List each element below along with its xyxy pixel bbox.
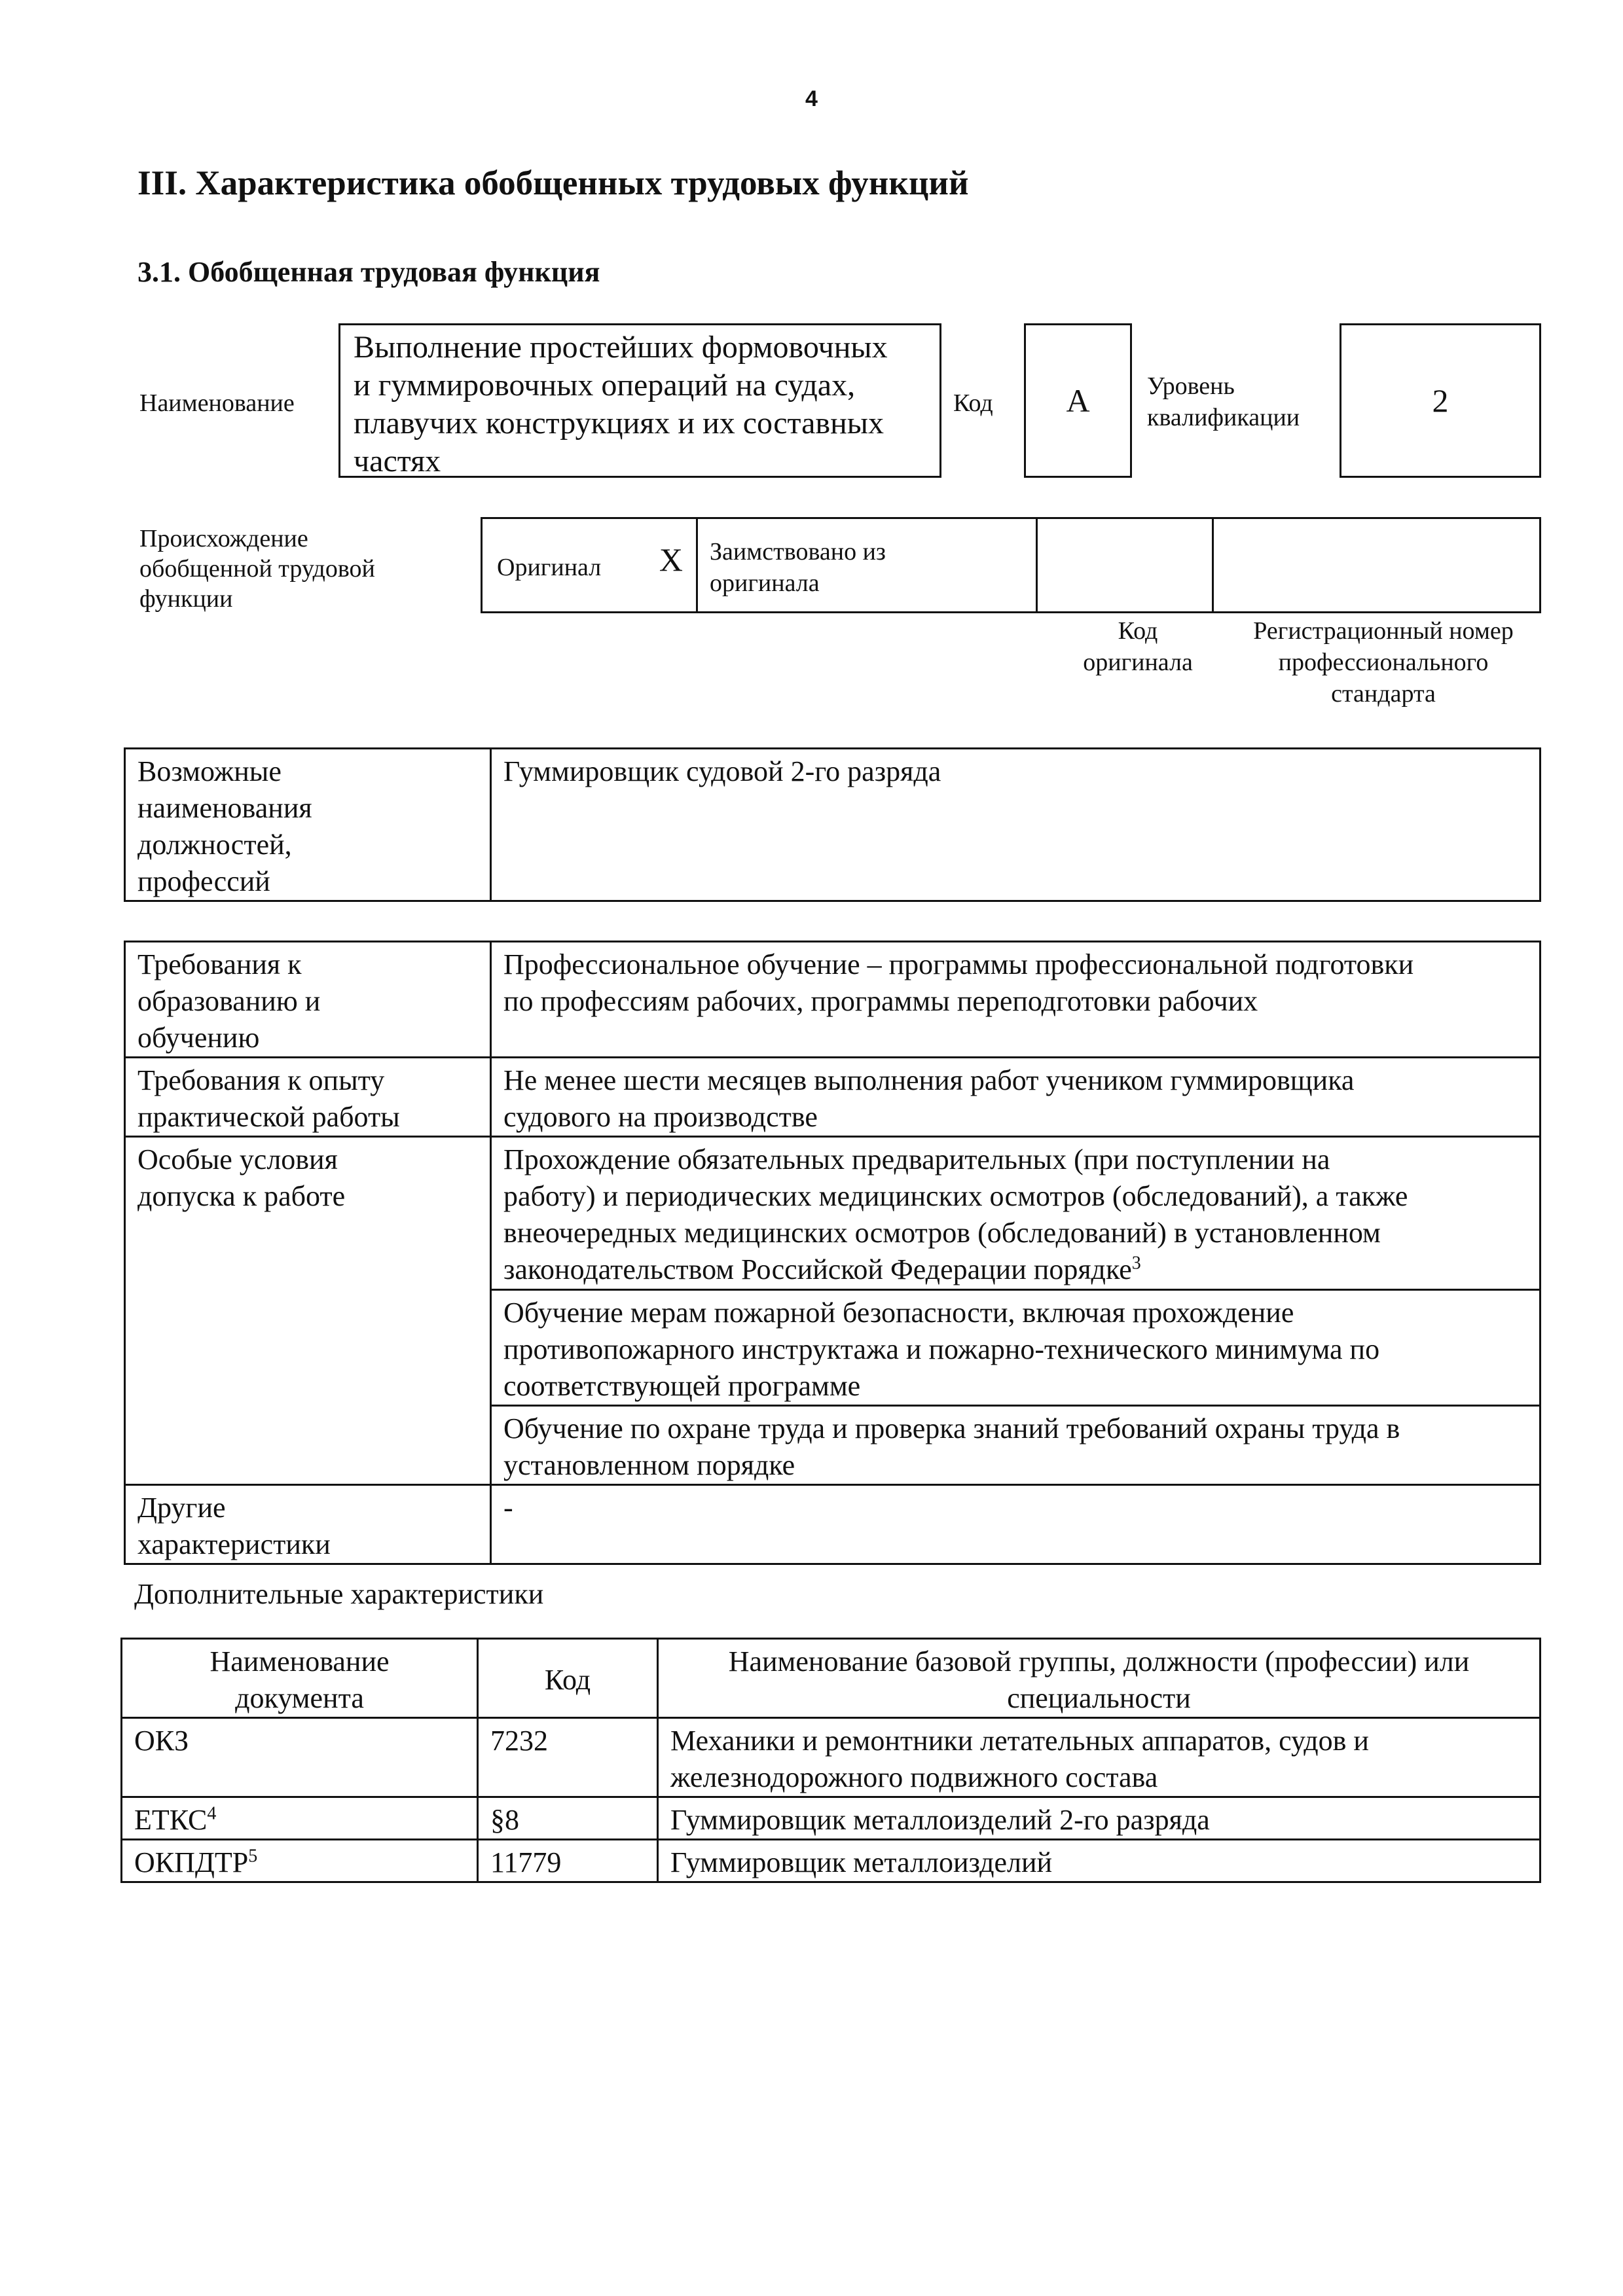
name-line: Гуммировщик металлоизделий [670, 1846, 1053, 1878]
origin-label-line: обобщенной трудовой [139, 555, 375, 583]
other-label-cell [125, 1485, 491, 1564]
conditions-label-line: допуска к работе [137, 1180, 346, 1212]
borrowed-label-line: оригинала [710, 569, 820, 597]
code-value: A [1066, 382, 1090, 419]
col-doc-line: документа [235, 1682, 364, 1714]
caption-reg-line: стандарта [1331, 680, 1436, 708]
condition-1-line: внеочередных медицинских осмотров (обследований) в установленном [503, 1217, 1381, 1249]
positions-label-line: наименования [137, 792, 312, 824]
original-mark: X [659, 541, 683, 578]
conditions-label-cell [125, 1137, 491, 1485]
condition-2-line: соответствующей программе [503, 1370, 861, 1402]
origin-label [139, 524, 375, 614]
function-name-line: и гуммировочных операций на судах, [354, 368, 856, 403]
experience-label-cell [125, 1058, 491, 1137]
positions-label-line: должностей, [137, 829, 292, 861]
table-row [122, 1797, 1541, 1840]
function-name-line: плавучих конструкциях и их составных [354, 406, 884, 440]
doc-cell [122, 1718, 478, 1797]
borrowed-label-line: Заимствовано из [710, 537, 886, 565]
experience-value-line: Не менее шести месяцев выполнения работ учеником гуммировщика [503, 1064, 1355, 1096]
caption-code-line: оригинала [1083, 649, 1193, 676]
footnote-ref: 3 [1131, 1253, 1141, 1274]
name-cell [658, 1797, 1541, 1840]
col-doc-header [122, 1639, 478, 1718]
condition-1-line [503, 1251, 1527, 1288]
col-code-header [478, 1639, 658, 1718]
caption-reg-line: Регистрационный номер [1253, 617, 1514, 645]
conditions-label-line: Особые условия [137, 1143, 338, 1175]
col-code-label: Код [544, 1664, 591, 1696]
experience-value-cell [491, 1058, 1541, 1137]
footnote-ref: 5 [248, 1846, 258, 1867]
additional-table [120, 1638, 1541, 1883]
doc-name: ОКПДТР [134, 1846, 249, 1878]
positions-label-line: Возможные [137, 755, 282, 787]
name-cell [658, 1718, 1541, 1797]
education-value-cell [491, 942, 1541, 1058]
table-row [122, 1718, 1541, 1797]
positions-table [124, 747, 1541, 902]
doc-cell [122, 1797, 478, 1840]
condition-2-line: противопожарного инструктажа и пожарно-технического минимума по [503, 1333, 1380, 1365]
name-cell [658, 1840, 1541, 1882]
education-value-line: по профессиям рабочих, программы переподготовки рабочих [503, 985, 1258, 1017]
education-label-cell [125, 942, 491, 1058]
positions-value: Гуммировщик судовой 2-го разряда [503, 755, 941, 787]
col-name-line: специальности [1007, 1682, 1191, 1714]
col-name-line: Наименование базовой группы, должности (профессии) или [728, 1645, 1470, 1677]
level-label-line: квалификации [1147, 404, 1300, 431]
education-value-line: Профессиональное обучение – программы профессиональной подготовки [503, 948, 1414, 980]
positions-label-cell [125, 749, 491, 901]
positions-value-cell [491, 749, 1541, 901]
origin-reg-cell [1213, 518, 1541, 613]
education-label-line: образованию и [137, 985, 321, 1017]
function-name-line: частях [354, 444, 441, 478]
other-value-cell [491, 1485, 1541, 1564]
level-label [1147, 370, 1300, 433]
doc-cell [122, 1840, 478, 1882]
origin-original-cell [482, 518, 697, 613]
doc-code: 7232 [490, 1725, 548, 1757]
experience-label-line: практической работы [137, 1101, 400, 1133]
doc-code: §8 [490, 1804, 519, 1836]
education-label-line: Требования к [137, 948, 302, 980]
code-cell [478, 1718, 658, 1797]
condition-1-last-text: законодательством Российской Федерации порядке [503, 1253, 1132, 1285]
doc-code: 11779 [490, 1846, 562, 1878]
other-value: - [503, 1492, 513, 1524]
code-cell [478, 1840, 658, 1882]
name-line: железнодорожного подвижного состава [670, 1761, 1158, 1793]
subsection-title: 3.1. Обобщенная трудовая функция [137, 256, 600, 288]
condition-1-line: работу) и периодических медицинских осмотров (обследований), а также [503, 1180, 1408, 1212]
footnote-ref: 4 [207, 1803, 217, 1824]
condition-1-cell [491, 1137, 1541, 1290]
col-name-header [658, 1639, 1541, 1718]
condition-3-line: Обучение по охране труда и проверка знаний требований охраны труда в [503, 1412, 1400, 1444]
education-label-line: обучению [137, 1022, 260, 1054]
origin-label-line: Происхождение [139, 525, 308, 552]
additional-title: Дополнительные характеристики [134, 1578, 544, 1610]
name-label: Наименование [139, 389, 295, 417]
origin-table [481, 517, 1541, 613]
condition-1-line: Прохождение обязательных предварительных (при поступлении на [503, 1143, 1330, 1175]
name-line: Механики и ремонтники летательных аппаратов, судов и [670, 1725, 1369, 1757]
origin-borrowed-cell [697, 518, 1037, 613]
doc-name: ЕТКС [134, 1804, 208, 1836]
caption-reg [1226, 615, 1541, 709]
condition-2-line: Обучение мерам пожарной безопасности, включая прохождение [503, 1297, 1294, 1329]
doc-name: ОКЗ [134, 1725, 189, 1757]
caption-code [1049, 615, 1226, 678]
origin-label-line: функции [139, 585, 233, 613]
positions-label-line: профессий [137, 865, 270, 897]
code-label: Код [953, 389, 993, 417]
experience-label-line: Требования к опыту [137, 1064, 385, 1096]
origin-code-cell [1037, 518, 1213, 613]
code-value-box [1024, 323, 1132, 478]
other-label-line: Другие [137, 1492, 226, 1524]
original-label: Оригинал [497, 553, 602, 581]
function-name-box [338, 323, 941, 478]
other-label-line: характеристики [137, 1528, 331, 1560]
col-doc-line: Наименование [210, 1645, 390, 1677]
level-value-box [1340, 323, 1541, 478]
level-value: 2 [1432, 382, 1449, 419]
caption-code-line: Код [1118, 617, 1158, 645]
page-number: 4 [805, 86, 818, 111]
experience-value-line: судового на производстве [503, 1101, 818, 1133]
condition-2-cell [491, 1290, 1541, 1406]
level-label-line: Уровень [1147, 372, 1235, 400]
requirements-table [124, 941, 1541, 1565]
caption-reg-line: профессионального [1278, 649, 1489, 676]
condition-3-cell [491, 1406, 1541, 1485]
function-name-line: Выполнение простейших формовочных [354, 330, 888, 365]
code-cell [478, 1797, 658, 1840]
name-line: Гуммировщик металлоизделий 2-го разряда [670, 1804, 1210, 1836]
section-title: III. Характеристика обобщенных трудовых функций [137, 164, 969, 202]
condition-3-line: установленном порядке [503, 1449, 795, 1481]
table-row [122, 1840, 1541, 1882]
